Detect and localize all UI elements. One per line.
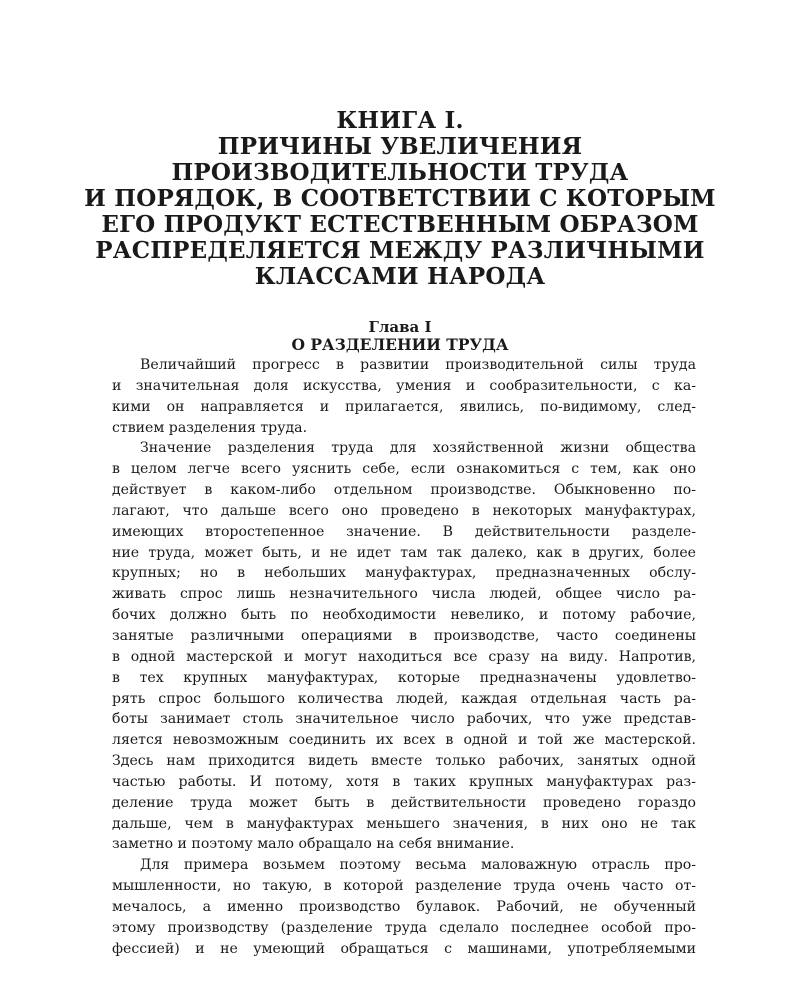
book-title <box>60 108 740 290</box>
text-line: рять спрос большого количества людей, каждая отдельная часть ра- <box>112 690 696 707</box>
text-line: в одной мастерской и могут находиться все сразу на виду. Напротив, <box>112 648 696 665</box>
text-line: этому производству (разделение труда сделало последнее особой про- <box>112 919 696 936</box>
chapter-label: Глава I <box>368 318 432 336</box>
text-line: деление труда может быть в действительности проведено гораздо <box>112 794 696 811</box>
text-line: в целом легче всего уяснить себе, если ознакомиться с тем, как оно <box>112 461 696 478</box>
text-line: кими он направляется и прилагается, явились, по-видимому, след- <box>112 398 696 415</box>
text-line: ствием разделения труда. <box>112 419 308 436</box>
text-line: лагают, что дальше всего оно проведено в некоторых мануфактурах, <box>112 502 696 519</box>
text-line: имеющих второстепенное значение. В действительности разделе- <box>112 523 696 540</box>
text-line: крупных; но в небольших мануфактурах, предназначенных обслу- <box>112 565 696 582</box>
text-line: Для примера возьмем поэтому весьма маловажную отрасль про- <box>140 857 696 874</box>
book-title-line: РАСПРЕДЕЛЯЕТСЯ МЕЖДУ РАЗЛИЧНЫМИ <box>95 237 705 264</box>
chapter-body <box>112 355 696 959</box>
text-line: ляется невозможным соединить их всех в одной и той же мастерской. <box>112 732 696 749</box>
text-line: частью работы. И потому, хотя в таких крупных мануфактурах раз- <box>112 773 696 790</box>
text-line: дальше, чем в мануфактурах меньшего значения, в них оно не так <box>112 815 696 832</box>
book-title-line: ПРОИЗВОДИТЕЛЬНОСТИ ТРУДА <box>171 159 629 186</box>
book-title-line: КЛАССАМИ НАРОДА <box>254 263 546 290</box>
text-line: мышленности, но такую, в которой разделение труда очень часто от- <box>112 878 696 895</box>
book-title-line: И ПОРЯДОК, В СООТВЕТСТВИИ С КОТОРЫМ <box>84 185 716 212</box>
text-line: живать спрос лишь незначительного числа людей, общее число ра- <box>112 586 696 603</box>
text-line: занятые различными операциями в производстве, часто соединены <box>112 627 696 644</box>
book-title-line: ПРИЧИНЫ УВЕЛИЧЕНИЯ <box>217 133 583 160</box>
text-line: Величайший прогресс в развитии производительной силы труда <box>140 357 696 373</box>
text-line: Здесь нам приходится видеть вместе только рабочих, занятых одной <box>112 753 696 770</box>
text-line: ние труда, может быть, и не идет там так далеко, как в других, более <box>112 544 696 561</box>
book-title-line: ЕГО ПРОДУКТ ЕСТЕСТВЕННЫМ ОБРАЗОМ <box>101 211 699 238</box>
book-title-line: КНИГА I. <box>336 107 464 134</box>
text-line: действует в каком-либо отдельном производстве. Обыкновенно по- <box>112 482 696 499</box>
text-line: в тех крупных мануфактурах, которые предназначены удовлетво- <box>112 669 696 686</box>
text-line: мечалось, а именно производство булавок. Рабочий, не обученный <box>112 898 696 915</box>
text-line: бочих должно быть по необходимости невелико, и потому рабочие, <box>112 607 696 624</box>
text-line: боты занимает столь значительное число рабочих, что уже представ- <box>112 711 696 728</box>
text-line: заметно и поэтому мало обращало на себя внимание. <box>112 836 515 853</box>
text-line: фессией) и не умеющий обращаться с машинами, употребляемыми <box>112 940 696 957</box>
text-line: и значительная доля искусства, умения и сообразительности, с ка- <box>112 377 696 394</box>
chapter-title: О РАЗДЕЛЕНИИ ТРУДА <box>291 335 509 354</box>
text-line: Значение разделения труда для хозяйственной жизни общества <box>140 440 696 457</box>
